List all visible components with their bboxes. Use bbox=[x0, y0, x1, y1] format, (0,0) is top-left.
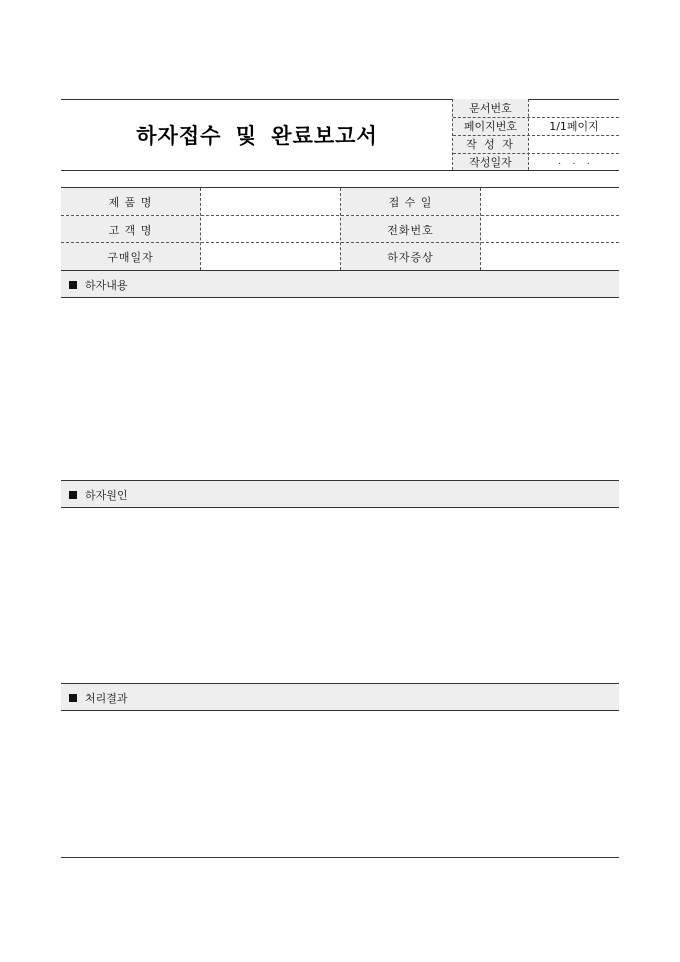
info-value-product-name[interactable] bbox=[201, 188, 340, 215]
info-divider-col-1 bbox=[200, 188, 201, 270]
meta-label-author: 작 성 자 bbox=[453, 135, 528, 153]
section-body-defect-cause[interactable] bbox=[61, 508, 619, 683]
meta-value-created-date[interactable]: . . . bbox=[558, 157, 590, 167]
meta-value-page-number[interactable]: 1/1페이지 bbox=[549, 120, 599, 133]
info-label-phone-number: 전화번호 bbox=[341, 216, 480, 243]
info-value-received-date[interactable] bbox=[481, 188, 619, 215]
section-header-processing-result bbox=[61, 684, 619, 711]
document-title: 하자접수 및 완료보고서 bbox=[136, 123, 378, 148]
square-bullet-icon bbox=[69, 491, 77, 499]
info-divider-col-3 bbox=[480, 188, 481, 270]
info-value-phone-number[interactable] bbox=[481, 216, 619, 243]
meta-value-author[interactable] bbox=[529, 135, 619, 153]
section-header-defect-cause bbox=[61, 481, 619, 508]
meta-label-doc-number: 문서번호 bbox=[453, 99, 528, 117]
square-bullet-icon bbox=[69, 694, 77, 702]
meta-label-page-number: 페이지번호 bbox=[453, 117, 528, 135]
meta-value-doc-number[interactable] bbox=[529, 99, 619, 117]
info-label-defect-symptom: 하자증상 bbox=[341, 243, 480, 270]
section-body-processing-result[interactable] bbox=[61, 711, 619, 857]
info-label-customer-name: 고 객 명 bbox=[61, 216, 200, 243]
info-label-product-name: 제 품 명 bbox=[61, 188, 200, 215]
info-value-purchase-date[interactable] bbox=[201, 243, 340, 270]
meta-divider-row-1 bbox=[453, 117, 619, 118]
info-divider-col-2 bbox=[340, 188, 341, 270]
meta-divider-row-3 bbox=[453, 153, 619, 154]
section-body-defect-content[interactable] bbox=[61, 298, 619, 480]
info-value-customer-name[interactable] bbox=[201, 216, 340, 243]
info-label-received-date: 접 수 일 bbox=[341, 188, 480, 215]
section-header-defect-content bbox=[61, 271, 619, 298]
info-label-purchase-date: 구매일자 bbox=[61, 243, 200, 270]
section-title-processing-result: 처리결과 bbox=[85, 691, 128, 705]
header-bottom-border bbox=[61, 170, 619, 171]
meta-divider-row-2 bbox=[453, 135, 619, 136]
document-bottom-border bbox=[61, 857, 619, 858]
section-title-defect-content: 하자내용 bbox=[85, 278, 128, 292]
info-value-defect-symptom[interactable] bbox=[481, 243, 619, 270]
square-bullet-icon bbox=[69, 281, 77, 289]
meta-label-created-date: 작성일자 bbox=[453, 153, 528, 171]
section-title-defect-cause: 하자원인 bbox=[85, 488, 128, 502]
